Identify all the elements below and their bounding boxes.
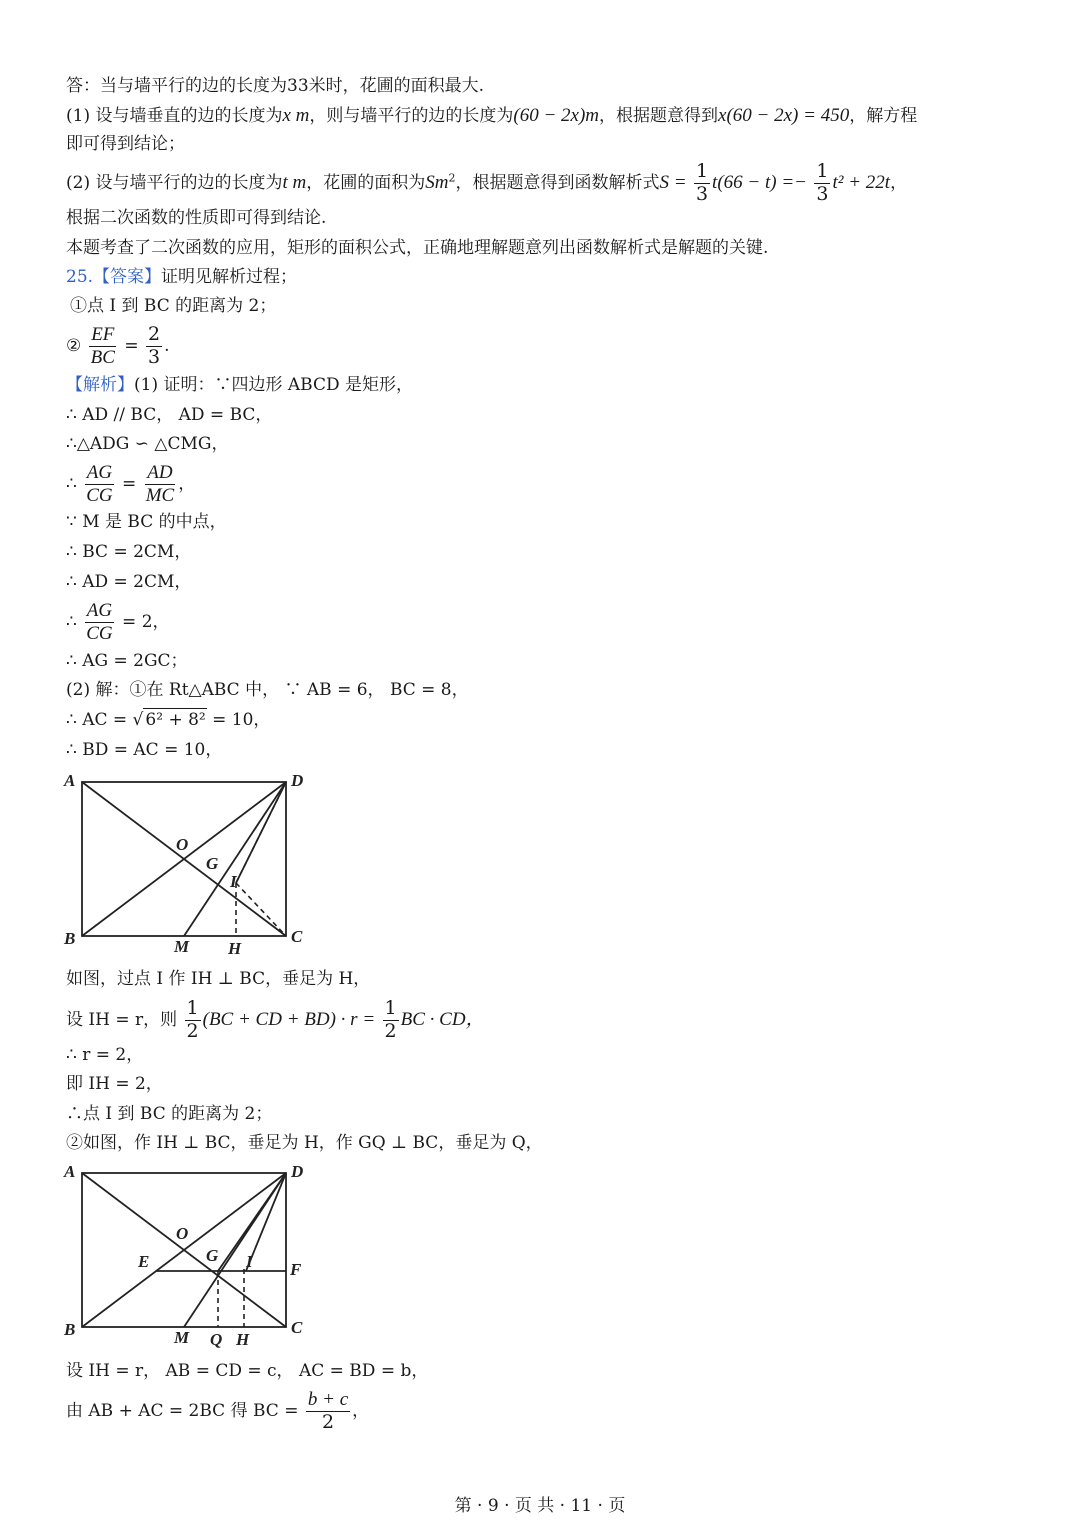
label-b: B [64,1320,76,1339]
answer-part-1: ①点 I 到 BC 的距离为 2； [70,296,277,316]
proof-line-4: ∵ M 是 BC 的中点， [66,512,227,532]
solution-line-1: (2) 解：①在 Rt△ABC 中， ∵ AB = 6， BC = 8， [66,680,469,700]
fraction-two-thirds: $\frac{2}{3}$ [148,323,161,368]
summary-line: 本题考查了二次函数的应用，矩形的面积公式，正确地理解题意列出函数解析式是解题的关键. [66,238,769,258]
step-1-continuation: 即可得到结论； [66,134,185,154]
answer-part-2: ② $\frac{EF}{BC}$ = $\frac{2}{3}$ . [66,323,170,368]
area-equation-line: 设 IH = r，则 $\frac{1}{2}$ (BC + CD + BD) · r = $\frac{1}{2}$ BC · CD， [66,997,485,1042]
answer-line: 答：当与墙平行的边的长度为33米时，花圃的面积最大. [66,76,485,96]
fraction-ad-mc: $\frac{AD}{MC}$ [145,462,175,506]
label-m: M [174,1328,190,1347]
label-i: I [230,872,237,891]
result-line-2: 即 IH = 2， [66,1074,163,1094]
fraction-b-plus-c-over-2: $\frac{b + c}{2}$ [307,1389,349,1433]
label-i: I [246,1252,253,1271]
label-c: C [291,1318,303,1337]
step-2-line: (2) 设与墙平行的边的长度为t m，花圃的面积为Sm$^2$，根据题意得到函数解析式S = $\frac{1}{3}$ t(66 − t) =− $\frac{1}{3}$ t² + 22t， [66,160,908,205]
label-d: D [291,1162,304,1181]
fraction-ef-bc: $\frac{EF}{BC}$ [90,324,115,368]
label-o: O [176,1224,189,1243]
result-line-3: ∴点 I 到 BC 的距离为 2； [66,1104,273,1124]
proof-line-8: ∴ AG = 2GC； [66,651,188,671]
figure-1-rectangle-diagram [60,766,320,962]
label-g: G [206,1246,219,1265]
label-m: M [174,937,190,956]
fraction-one-third: $\frac{1}{3}$ [695,160,709,205]
bc-expression-line: 由 AB + AC = 2BC 得 BC = $\frac{b + c}{2}$ ， [66,1389,370,1433]
fraction-one-half-2: $\frac{1}{2}$ [384,997,397,1042]
fraction-one-half: $\frac{1}{2}$ [186,997,199,1042]
construction-line-1: 如图，过点 I 作 IH ⊥ BC，垂足为 H， [66,969,371,989]
solution-line-2: ∴ AC = √ 6² + 8² = 10， [66,710,271,730]
label-a: A [64,771,76,790]
setup-line: 设 IH = r， AB = CD = c， AC = BD = b， [66,1361,429,1381]
label-q: Q [210,1330,223,1349]
proof-line-3: ∴ $\frac{AG}{CG}$ = $\frac{AD}{MC}$ ， [66,462,196,506]
label-d: D [291,771,304,790]
question-25-answer: 25.【答案】证明见解析过程； [66,267,298,287]
label-b: B [64,929,76,948]
label-a: A [64,1162,76,1181]
fraction-ag-cg: $\frac{AG}{CG}$ [86,462,113,506]
label-o: O [176,835,189,854]
fraction-one-third-2: $\frac{1}{3}$ [816,160,829,205]
label-e: E [138,1252,150,1271]
proof-line-1: ∴ AD // BC， AD = BC， [66,405,273,425]
label-g: G [206,854,219,873]
fraction-ag-cg-2: $\frac{AG}{CG}$ [86,600,113,644]
label-h: H [228,939,242,958]
proof-line-5: ∴ BC = 2CM， [66,542,192,562]
proof-line-6: ∴ AD = 2CM， [66,572,192,592]
result-line-1: ∴ r = 2， [66,1045,144,1065]
construction-line-2: ②如图，作 IH ⊥ BC，垂足为 H，作 GQ ⊥ BC，垂足为 Q， [66,1133,543,1153]
proof-line-2: ∴△ADG ∽ △CMG， [66,434,229,454]
figure-2-rectangle-diagram [60,1157,320,1353]
step-1-line: (1) 设与墙垂直的边的长度为x m，则与墙平行的边的长度为(60 − 2x)m，根据题意得到x(60 − 2x) = 450，解方程 [66,105,918,126]
label-c: C [291,927,303,946]
proof-line-7: ∴ $\frac{AG}{CG}$ = 2， [66,600,170,644]
page-footer: 第 · 9 · 页 共 · 11 · 页 [454,1496,626,1516]
label-h: H [236,1330,250,1349]
analysis-start: 【解析】(1) 证明：∵四边形 ABCD 是矩形， [66,375,414,395]
label-f: F [290,1260,302,1279]
solution-line-3: ∴ BD = AC = 10， [66,740,223,760]
conclusion-line: 根据二次函数的性质即可得到结论. [66,208,327,228]
